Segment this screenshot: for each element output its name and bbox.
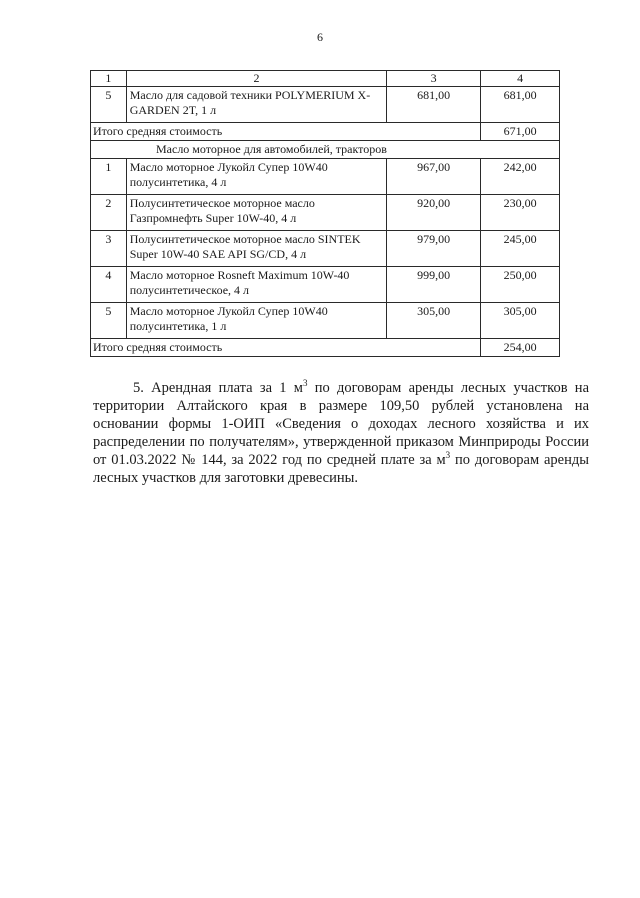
superscript: 3 — [302, 378, 308, 389]
table-row — [91, 159, 560, 195]
product-price: 999,00 — [387, 267, 481, 303]
total-row — [91, 339, 560, 357]
row-number: 4 — [91, 267, 127, 303]
table-row — [91, 231, 560, 267]
price-table — [90, 70, 560, 357]
row-number: 5 — [91, 303, 127, 339]
page-number: 6 — [317, 30, 323, 44]
row-number: 5 — [91, 87, 127, 123]
paragraph-text: по договорам аренды лесных участков для заготовки древесины. — [93, 452, 589, 486]
total-value: 671,00 — [481, 123, 560, 141]
header-cell: 2 — [126, 71, 386, 87]
product-name: Полусинтетическое моторное масло SINTEK Super 10W-40 SAE API SG/CD, 4 л — [126, 231, 386, 267]
header-cell: 4 — [481, 71, 560, 87]
total-label: Итого средняя стоимость — [91, 339, 481, 357]
unit-price: 230,00 — [481, 195, 560, 231]
table-row — [91, 303, 560, 339]
product-price: 979,00 — [387, 231, 481, 267]
table-row — [91, 87, 560, 123]
table-row — [91, 195, 560, 231]
product-price: 305,00 — [387, 303, 481, 339]
unit-price: 250,00 — [481, 267, 560, 303]
unit-price: 242,00 — [481, 159, 560, 195]
total-row — [91, 123, 560, 141]
row-number: 1 — [91, 159, 127, 195]
section-title: Масло моторное для автомобилей, тракторов — [91, 141, 560, 159]
product-price: 681,00 — [387, 87, 481, 123]
unit-price: 245,00 — [481, 231, 560, 267]
product-name: Масло моторное Лукойл Супер 10W40 полусинтетика, 4 л — [126, 159, 386, 195]
row-number: 2 — [91, 195, 127, 231]
unit-price: 681,00 — [481, 87, 560, 123]
product-name: Масло моторное Лукойл Супер 10W40 полусинтетика, 1 л — [126, 303, 386, 339]
rent-paragraph — [93, 379, 589, 487]
product-name: Полусинтетическое моторное масло Газпромнефть Super 10W-40, 4 л — [126, 195, 386, 231]
superscript: 3 — [445, 450, 451, 461]
paragraph-text: 5. Арендная плата за 1 м — [133, 380, 303, 396]
table-row — [91, 267, 560, 303]
header-cell: 1 — [91, 71, 127, 87]
total-value: 254,00 — [481, 339, 560, 357]
product-price: 920,00 — [387, 195, 481, 231]
table-header-row — [91, 71, 560, 87]
product-name: Масло для садовой техники POLYMERIUM X-GARDEN 2T, 1 л — [126, 87, 386, 123]
header-cell: 3 — [387, 71, 481, 87]
paragraph-text: по договорам аренды лесных участков на территории Алтайского края в размере 109,50 рублей установлена на основании формы 1-ОИП «Сведения о доходах лесного хозяйства и их распределении по получателям», утвержденной приказом Минприроды России от 01.03.2022 № 144, за 2022 год по средней плате за м — [93, 380, 589, 468]
unit-price: 305,00 — [481, 303, 560, 339]
product-name: Масло моторное Rosneft Maximum 10W-40 полусинтетическое, 4 л — [126, 267, 386, 303]
section-row — [91, 141, 560, 159]
row-number: 3 — [91, 231, 127, 267]
product-price: 967,00 — [387, 159, 481, 195]
total-label: Итого средняя стоимость — [91, 123, 481, 141]
